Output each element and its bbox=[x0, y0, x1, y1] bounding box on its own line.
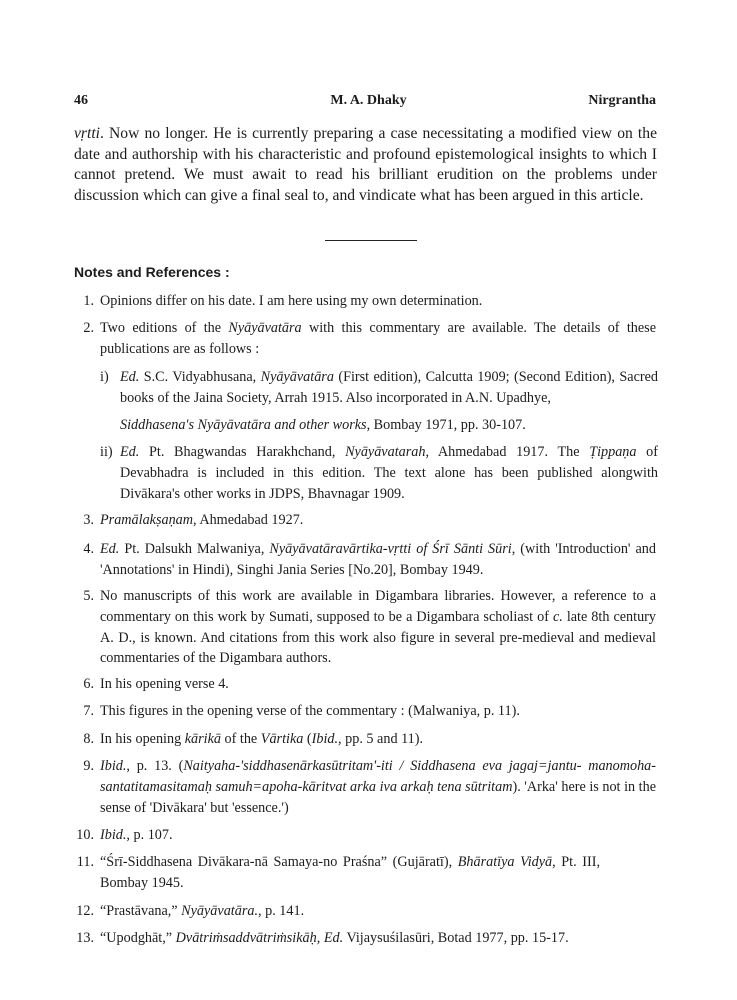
note-6: In his opening verse 4. bbox=[100, 676, 229, 692]
note-9: Ibid., p. 13. (Naityaha-'siddhasenārkasūtritam'-iti / Siddhasena eva jagaj=jantu- manomoha-santatitamasitamaḥ samuh=apoha-kāritvat arka iva arkaḥ tena sūtritam). 'Arka' here is not in the sense of 'Divākara' but 'essence.') bbox=[100, 758, 657, 816]
note-2-item-i-label: i) bbox=[100, 369, 109, 385]
note-number-9: 9. bbox=[83, 758, 94, 774]
running-head-journal: Nirgrantha bbox=[588, 93, 656, 108]
note-12: “Prastāvana,” Nyāyāvatāra., p. 141. bbox=[100, 903, 305, 919]
closing-paragraph bbox=[74, 124, 657, 206]
note-number-11: 11. bbox=[76, 854, 94, 870]
note-11: “Śrī-Siddhasena Divākara-nā Samaya-no Praśna” (Gujāratī), Bhāratīya Vidyā, Pt. III, Bombay 1945. bbox=[100, 854, 600, 891]
note-13: “Upodghāt,” Dvātriṁsaddvātriṁsikāḥ, Ed. Vijaysuśilasūri, Botad 1977, pp. 15-17. bbox=[100, 930, 569, 946]
note-number-12: 12. bbox=[76, 903, 94, 919]
section-divider bbox=[325, 240, 417, 241]
paragraph-text: . Now no longer. He is currently preparing a case necessitating a modified view on the date and authorship with his characteristic and profound epistemological insights to which I cannot pretend. We must await to read his brilliant erudition on the problems under discussion which can give a final seal to, and vindicate what has been argued in this article. bbox=[74, 125, 657, 204]
note-7: This figures in the opening verse of the commentary : (Malwaniya, p. 11). bbox=[100, 703, 520, 719]
note-4: Ed. Pt. Dalsukh Malwaniya, Nyāyāvatāravārtika-vṛtti of Śrī Sānti Sūri, (with 'Introduction' and 'Annotations' in Hindi), Singhi Jania Series [No.20], Bombay 1949. bbox=[100, 541, 656, 578]
note-number-10: 10. bbox=[76, 827, 94, 843]
note-5: No manuscripts of this work are available in Digambara libraries. However, a reference to a commentary on this work by Sumati, supposed to be a Digambara scholiast of c. late 8th century A. D., is known. And citations from this work also figure in several pre-medieval and medieval commentaries of the Digambara authors. bbox=[100, 588, 656, 667]
note-number-1: 1. bbox=[83, 293, 94, 309]
note-number-3: 3. bbox=[83, 512, 94, 528]
note-number-7: 7. bbox=[83, 703, 94, 719]
running-head-author: M. A. Dhaky bbox=[330, 93, 407, 108]
note-number-2: 2. bbox=[83, 320, 94, 336]
paragraph-italic-start: vṛtti bbox=[74, 125, 100, 142]
note-10: Ibid., p. 107. bbox=[100, 827, 173, 843]
note-number-13: 13. bbox=[76, 930, 94, 946]
note-number-6: 6. bbox=[83, 676, 94, 692]
page-number: 46 bbox=[74, 93, 88, 108]
notes-heading: Notes and References : bbox=[74, 264, 230, 280]
note-8: In his opening kārikā of the Vārtika (Ibid., pp. 5 and 11). bbox=[100, 731, 424, 747]
note-2-item-ii-label: ii) bbox=[100, 444, 113, 460]
note-1: Opinions differ on his date. I am here using my own determination. bbox=[100, 293, 483, 309]
note-2: Two editions of the Nyāyāvatāra with this commentary are available. The details of these publications are as follows : bbox=[100, 320, 656, 357]
note-3: Pramālakṣaṇam, Ahmedabad 1927. bbox=[100, 512, 304, 528]
note-2-item-i: Ed. S.C. Vidyabhusana, Nyāyāvatāra (First edition), Calcutta 1909; (Second Edition), Sacred books of the Jaina Society, Arrah 1915. Also incorporated in A.N. Upadhye, bbox=[120, 369, 658, 406]
note-number-8: 8. bbox=[83, 731, 94, 747]
note-number-5: 5. bbox=[83, 588, 94, 604]
note-2-item-i-continued: Siddhasena's Nyāyāvatāra and other works, Bombay 1971, pp. 30-107. bbox=[120, 417, 526, 433]
note-number-4: 4. bbox=[83, 541, 94, 557]
note-2-item-ii: Ed. Pt. Bhagwandas Harakhchand, Nyāyāvatarah, Ahmedabad 1917. The Ṭippaṇa of Devabhadra is included in this edition. The text alone has been published alongwith Divākara's other works in JDPS, Bhavnagar 1909. bbox=[120, 444, 658, 502]
